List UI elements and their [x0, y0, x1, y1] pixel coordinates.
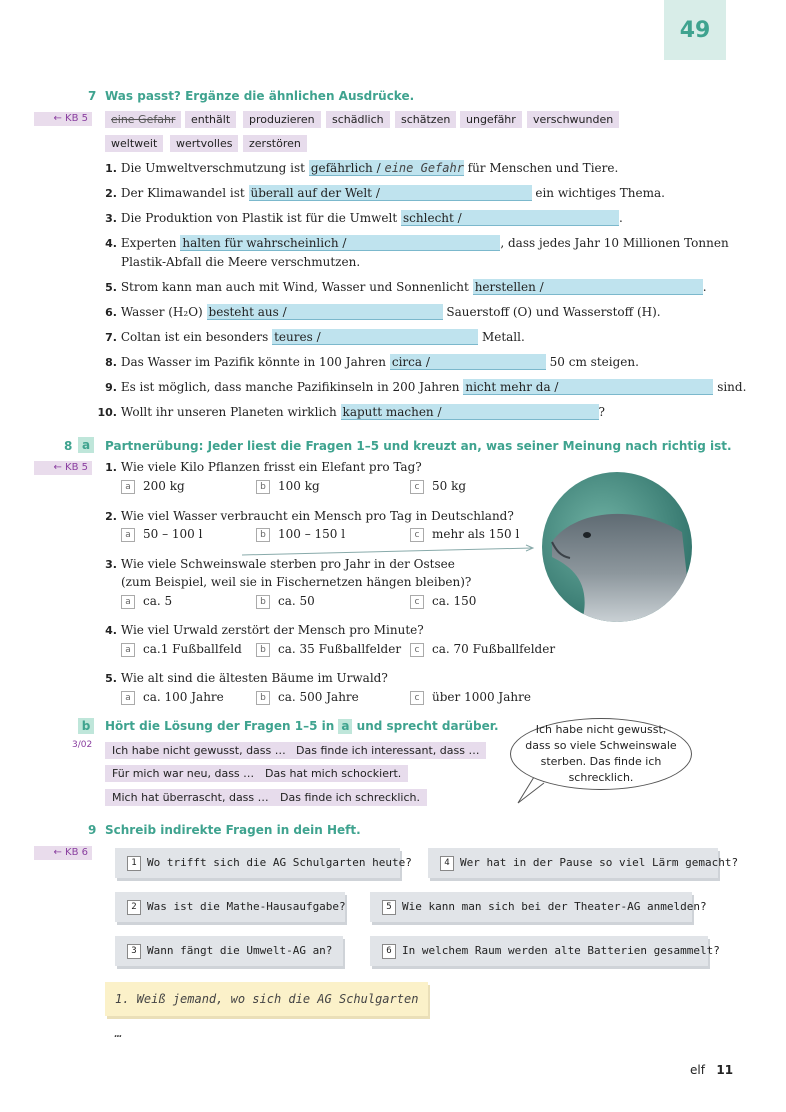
option[interactable]: c ca. 150	[410, 594, 476, 609]
kb-label: KB 5	[65, 113, 88, 124]
subtask-b-label: b	[78, 718, 94, 734]
phrase-box: Mich hat überrascht, dass …	[105, 789, 276, 806]
word-box: weltweit	[105, 135, 163, 152]
option[interactable]: c mehr als 150 l	[410, 527, 519, 542]
option[interactable]: a ca. 5	[121, 594, 172, 609]
sentence-8: 8. Das Wasser im Pazifik könnte in 100 Jahren circa / 50 cm steigen.	[105, 355, 639, 369]
sentence-7: 7. Coltan ist ein besonders teures / Metall.	[105, 330, 525, 344]
question-5: 5. Wie alt sind die ältesten Bäume im Urwald?	[105, 671, 388, 685]
sentence-9: 9. Es ist möglich, dass manche Pazifikinseln in 200 Jahren nicht mehr da / sind.	[105, 380, 747, 394]
exercise-8a-title: Partnerübung: Jeder liest die Fragen 1–5 und kreuzt an, was seiner Meinung nach richtig ist.	[105, 439, 732, 453]
option[interactable]: b ca. 500 Jahre	[256, 690, 359, 705]
question-card: 6 In welchem Raum werden alte Batterien gesammelt?	[370, 936, 708, 966]
exercise-7-number: 7	[88, 89, 97, 103]
checkbox[interactable]: c	[410, 643, 424, 657]
exercise-9-number: 9	[88, 823, 97, 837]
kb-link-9[interactable]: ← KB 6	[34, 846, 92, 860]
word-box: schädlich	[326, 111, 390, 128]
question-card: 5 Wie kann man sich bei der Theater-AG anmelden?	[370, 892, 692, 922]
option[interactable]: b 100 – 150 l	[256, 527, 345, 542]
option[interactable]: c ca. 70 Fußballfelder	[410, 642, 555, 657]
question-4: 4. Wie viel Urwald zerstört der Mensch pro Minute?	[105, 623, 424, 637]
checkbox[interactable]: b	[256, 595, 270, 609]
question-card: 3 Wann fängt die Umwelt-AG an?	[115, 936, 343, 966]
checkbox[interactable]: b	[256, 480, 270, 494]
option[interactable]: c über 1000 Jahre	[410, 690, 531, 705]
answer-field[interactable]: nicht mehr da /	[463, 379, 713, 395]
question-card: 1 Wo trifft sich die AG Schulgarten heute?	[115, 848, 400, 878]
porpoise-photo	[542, 472, 692, 622]
answer-field[interactable]: circa /	[390, 354, 546, 370]
sentence-4-continued: Plastik-Abfall die Meere verschmutzen.	[121, 255, 361, 269]
option[interactable]: a 200 kg	[121, 479, 185, 494]
phrase-box: Ich habe nicht gewusst, dass …	[105, 742, 293, 759]
checkbox[interactable]: a	[121, 643, 135, 657]
answer-field[interactable]: gefährlich / eine Gefahr	[310, 161, 464, 175]
speech-bubble: Ich habe nicht gewusst, dass so viele Schweinswale sterben. Das finde ich schrecklich.	[510, 718, 692, 790]
checkbox[interactable]: b	[256, 691, 270, 705]
question-3: 3. Wie viele Schweinswale sterben pro Jahr in der Ostsee	[105, 557, 455, 571]
sentence-5: 5. Strom kann man auch mit Wind, Wasser und Sonnenlicht herstellen / .	[105, 280, 707, 294]
option[interactable]: a ca.1 Fußballfeld	[121, 642, 242, 657]
answer-field[interactable]: herstellen /	[473, 279, 703, 295]
audio-track[interactable]: 3/02	[72, 740, 93, 750]
checkbox[interactable]: a	[121, 528, 135, 542]
phrase-box: Das hat mich schockiert.	[258, 765, 408, 782]
checkbox[interactable]: c	[410, 691, 424, 705]
exercise-8-number: 8	[64, 439, 73, 453]
answer-field[interactable]: schlecht /	[401, 210, 619, 226]
word-box: ungefähr	[460, 111, 522, 128]
question-2: 2. Wie viel Wasser verbraucht ein Mensch pro Tag in Deutschland?	[105, 509, 514, 523]
sentence-6: 6. Wasser (H₂O) besteht aus / Sauerstoff (O) und Wasserstoff (H).	[105, 305, 661, 319]
word-box: wertvolles	[170, 135, 238, 152]
phrase-box: Das finde ich interessant, dass …	[289, 742, 486, 759]
phrase-box: Für mich war neu, dass …	[105, 765, 261, 782]
word-box: enthält	[185, 111, 236, 128]
kb-link-7[interactable]: ← KB 5	[34, 112, 92, 126]
checkbox[interactable]: a	[121, 595, 135, 609]
checkbox[interactable]: c	[410, 528, 424, 542]
option[interactable]: b 100 kg	[256, 479, 320, 494]
question-card: 4 Wer hat in der Pause so viel Lärm gemacht?	[428, 848, 718, 878]
exercise-7-title: Was passt? Ergänze die ähnlichen Ausdrücke.	[105, 89, 415, 103]
sentence-4: 4. Experten halten für wahrscheinlich / , dass jedes Jahr 10 Millionen Tonnen	[105, 236, 729, 250]
question-3-continued: (zum Beispiel, weil sie in Fischernetzen hängen bleiben)?	[121, 575, 472, 589]
exercise-8b-title: Hört die Lösung der Fragen 1–5 in a und sprecht darüber.	[105, 719, 499, 733]
word-box: eine Gefahr	[105, 111, 181, 128]
checkbox[interactable]: a	[121, 480, 135, 494]
sentence-1: 1. Die Umweltverschmutzung ist gefährlich / eine Gefahr für Menschen und Tiere.	[105, 161, 619, 175]
question-card: 2 Was ist die Mathe-Hausaufgabe?	[115, 892, 345, 922]
checkbox[interactable]: c	[410, 480, 424, 494]
checkbox[interactable]: a	[121, 691, 135, 705]
kb-link-8[interactable]: ← KB 5	[34, 461, 92, 475]
answer-field[interactable]: besteht aus /	[207, 304, 443, 320]
example-answer: 1. Weiß jemand, wo sich die AG Schulgarten …	[105, 982, 428, 1016]
checkbox[interactable]: b	[256, 643, 270, 657]
exercise-9-title: Schreib indirekte Fragen in dein Heft.	[105, 823, 361, 837]
word-box: zerstören	[243, 135, 307, 152]
answer-field[interactable]: teures /	[272, 329, 478, 345]
sentence-3: 3. Die Produktion von Plastik ist für die Umwelt schlecht / .	[105, 211, 623, 225]
option[interactable]: b ca. 35 Fußballfelder	[256, 642, 401, 657]
page-footer: elf 11	[690, 1063, 734, 1077]
answer-field[interactable]: kaputt machen /	[341, 404, 599, 420]
kb-label: KB 6	[65, 847, 88, 858]
question-1: 1. Wie viele Kilo Pflanzen frisst ein Elefant pro Tag?	[105, 460, 422, 474]
word-box: verschwunden	[527, 111, 619, 128]
page-number: 49	[664, 0, 726, 60]
option[interactable]: a ca. 100 Jahre	[121, 690, 224, 705]
checkbox[interactable]: b	[256, 528, 270, 542]
sentence-10: 10. Wollt ihr unseren Planeten wirklich kaputt machen / ?	[97, 405, 605, 419]
option[interactable]: c 50 kg	[410, 479, 466, 494]
option[interactable]: b ca. 50	[256, 594, 315, 609]
kb-label: KB 5	[65, 462, 88, 473]
answer-field[interactable]: halten für wahrscheinlich /	[180, 235, 500, 251]
checkbox[interactable]: c	[410, 595, 424, 609]
subtask-a-label: a	[78, 437, 94, 453]
answer-field[interactable]: überall auf der Welt /	[249, 185, 532, 201]
sentence-2: 2. Der Klimawandel ist überall auf der Welt / ein wichtiges Thema.	[105, 186, 665, 200]
word-box: schätzen	[395, 111, 456, 128]
phrase-box: Das finde ich schrecklich.	[273, 789, 427, 806]
word-box: produzieren	[243, 111, 321, 128]
option[interactable]: a 50 – 100 l	[121, 527, 202, 542]
